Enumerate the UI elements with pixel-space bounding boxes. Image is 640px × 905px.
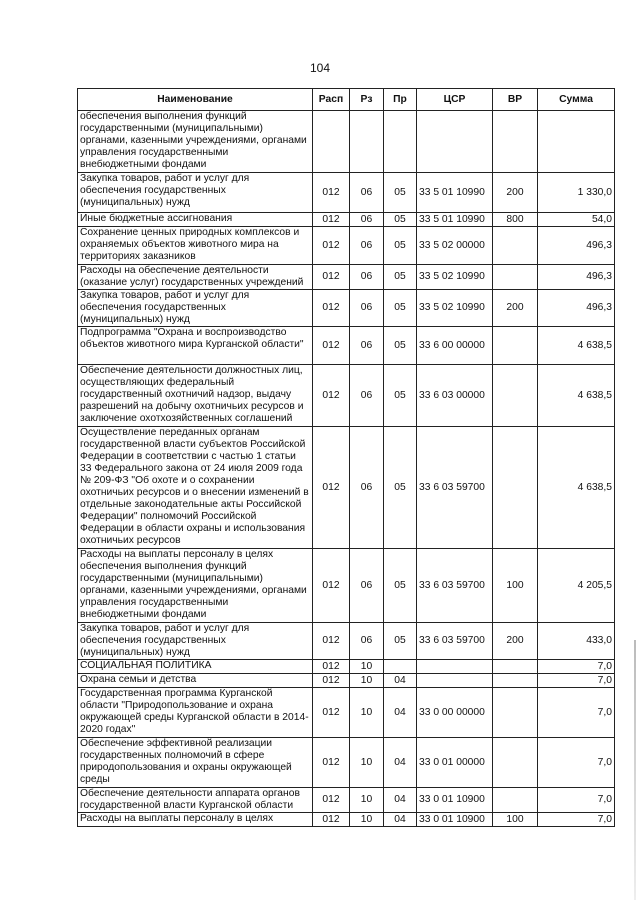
table-header-row — [78, 89, 615, 111]
cell-pr — [384, 660, 417, 674]
cell-csr — [417, 660, 493, 674]
cell-sum: 4 638,5 — [538, 365, 615, 427]
cell-rasp: 012 — [313, 327, 350, 365]
cell-csr: 33 0 01 10900 — [417, 788, 493, 813]
table-row — [78, 738, 615, 788]
cell-pr: 04 — [384, 738, 417, 788]
cell-name: СОЦИАЛЬНАЯ ПОЛИТИКА — [78, 660, 313, 674]
table-row — [78, 365, 615, 427]
cell-sum: 1 330,0 — [538, 173, 615, 213]
cell-name: Обеспечение деятельности аппарата органов государственной власти Курганской области — [78, 788, 313, 813]
cell-rz: 06 — [350, 265, 384, 290]
cell-rz: 06 — [350, 227, 384, 265]
cell-sum: 496,3 — [538, 265, 615, 290]
cell-rz: 06 — [350, 173, 384, 213]
cell-rz: 06 — [350, 213, 384, 227]
cell-sum: 7,0 — [538, 788, 615, 813]
cell-vr: 200 — [493, 173, 538, 213]
cell-name: Подпрограмма "Охрана и воспроизводство объектов животного мира Курганской области" — [78, 327, 313, 365]
cell-rasp: 012 — [313, 173, 350, 213]
cell-vr — [493, 788, 538, 813]
cell-pr: 05 — [384, 623, 417, 660]
scan-edge-shadow — [634, 640, 636, 900]
cell-pr: 04 — [384, 688, 417, 738]
cell-csr — [417, 111, 493, 173]
cell-csr: 33 6 03 59700 — [417, 549, 493, 623]
table-row — [78, 265, 615, 290]
cell-rasp: 012 — [313, 660, 350, 674]
table-row — [78, 327, 615, 365]
cell-sum: 4 205,5 — [538, 549, 615, 623]
cell-vr — [493, 111, 538, 173]
cell-sum: 7,0 — [538, 660, 615, 674]
cell-name: Иные бюджетные ассигнования — [78, 213, 313, 227]
cell-vr: 200 — [493, 623, 538, 660]
cell-vr — [493, 327, 538, 365]
cell-pr: 05 — [384, 427, 417, 549]
table-row — [78, 813, 615, 827]
cell-csr: 33 5 02 10990 — [417, 265, 493, 290]
cell-pr: 05 — [384, 549, 417, 623]
cell-vr — [493, 738, 538, 788]
cell-csr: 33 6 03 00000 — [417, 365, 493, 427]
cell-rasp: 012 — [313, 213, 350, 227]
table-row — [78, 227, 615, 265]
cell-vr: 100 — [493, 549, 538, 623]
col-header-rasp: Расп — [313, 89, 350, 111]
cell-csr: 33 5 02 00000 — [417, 227, 493, 265]
cell-vr — [493, 688, 538, 738]
cell-sum: 7,0 — [538, 688, 615, 738]
cell-csr: 33 5 01 10990 — [417, 213, 493, 227]
cell-sum: 4 638,5 — [538, 427, 615, 549]
cell-rz: 06 — [350, 290, 384, 327]
cell-rz: 10 — [350, 674, 384, 688]
cell-vr — [493, 227, 538, 265]
cell-pr: 04 — [384, 788, 417, 813]
cell-rz: 10 — [350, 788, 384, 813]
cell-vr — [493, 660, 538, 674]
cell-rasp: 012 — [313, 427, 350, 549]
cell-pr: 05 — [384, 290, 417, 327]
table-row — [78, 111, 615, 173]
cell-pr: 05 — [384, 327, 417, 365]
cell-rz: 06 — [350, 623, 384, 660]
cell-pr: 05 — [384, 173, 417, 213]
cell-vr: 100 — [493, 813, 538, 827]
cell-name: Обеспечение деятельности должностных лиц, осуществляющих федеральный государственный охотничий надзор, выдачу разрешений на добычу охотничьих ресурсов и заключение охотхозяйственных соглашений — [78, 365, 313, 427]
cell-pr — [384, 111, 417, 173]
page-number: 104 — [309, 61, 331, 75]
col-header-sum: Сумма — [538, 89, 615, 111]
col-header-name: Наименование — [78, 89, 313, 111]
cell-rz: 06 — [350, 365, 384, 427]
cell-rasp: 012 — [313, 738, 350, 788]
cell-rasp: 012 — [313, 365, 350, 427]
cell-pr: 05 — [384, 365, 417, 427]
cell-rasp: 012 — [313, 549, 350, 623]
cell-sum: 433,0 — [538, 623, 615, 660]
cell-rz: 10 — [350, 688, 384, 738]
cell-sum: 496,3 — [538, 290, 615, 327]
cell-name: Охрана семьи и детства — [78, 674, 313, 688]
cell-csr: 33 5 01 10990 — [417, 173, 493, 213]
cell-pr: 05 — [384, 213, 417, 227]
cell-csr: 33 0 00 00000 — [417, 688, 493, 738]
cell-rz: 10 — [350, 813, 384, 827]
cell-rz: 06 — [350, 549, 384, 623]
budget-table — [77, 88, 615, 827]
cell-rasp: 012 — [313, 674, 350, 688]
cell-name: Закупка товаров, работ и услуг для обеспечения государственных (муниципальных) нужд — [78, 173, 313, 213]
cell-csr — [417, 674, 493, 688]
cell-rz: 06 — [350, 427, 384, 549]
cell-rasp: 012 — [313, 813, 350, 827]
cell-name: обеспечения выполнения функций государственными (муниципальными) органами, казенными учреждениями, органами управления государственными внебюджетными фондами — [78, 111, 313, 173]
cell-sum: 7,0 — [538, 813, 615, 827]
cell-csr: 33 6 03 59700 — [417, 623, 493, 660]
cell-sum: 7,0 — [538, 738, 615, 788]
cell-pr: 05 — [384, 265, 417, 290]
cell-csr: 33 5 02 10990 — [417, 290, 493, 327]
cell-rasp: 012 — [313, 265, 350, 290]
cell-rz: 10 — [350, 660, 384, 674]
cell-vr — [493, 365, 538, 427]
cell-pr: 05 — [384, 227, 417, 265]
cell-csr: 33 0 01 10900 — [417, 813, 493, 827]
cell-name: Расходы на выплаты персоналу в целях — [78, 813, 313, 827]
cell-name: Государственная программа Курганской области "Природопользование и охрана окружающей среды Курганской области в 2014-2020 годах" — [78, 688, 313, 738]
cell-pr: 04 — [384, 674, 417, 688]
cell-sum: 496,3 — [538, 227, 615, 265]
cell-rasp: 012 — [313, 788, 350, 813]
cell-rasp — [313, 111, 350, 173]
cell-name: Расходы на выплаты персоналу в целях обеспечения выполнения функций государственными (муниципальными) органами, казенными учреждениями, органами управления государственными внебюджетными фондами — [78, 549, 313, 623]
table-row — [78, 549, 615, 623]
cell-vr: 800 — [493, 213, 538, 227]
cell-rasp: 012 — [313, 623, 350, 660]
cell-name: Обеспечение эффективной реализации государственных полномочий в сфере природопользования и охраны окружающей среды — [78, 738, 313, 788]
table-row — [78, 688, 615, 738]
cell-csr: 33 0 01 00000 — [417, 738, 493, 788]
cell-rasp: 012 — [313, 290, 350, 327]
cell-rz: 06 — [350, 327, 384, 365]
cell-csr: 33 6 03 59700 — [417, 427, 493, 549]
cell-sum: 4 638,5 — [538, 327, 615, 365]
cell-name: Осуществление переданных органам государственной власти субъектов Российской Федерации в соответствии с частью 1 статьи 33 Федерального закона от 24 июля 2009 года № 209-ФЗ "Об охоте и о сохранении охотничьих ресурсов и о внесении изменений в отдельные законодательные акты Российской Федерации" полномочий Российской Федерации в области охраны и использования охотничьих ресурсов — [78, 427, 313, 549]
col-header-vr: ВР — [493, 89, 538, 111]
cell-vr — [493, 674, 538, 688]
table-row — [78, 173, 615, 213]
cell-vr — [493, 427, 538, 549]
cell-sum: 7,0 — [538, 674, 615, 688]
table-row — [78, 213, 615, 227]
cell-name: Закупка товаров, работ и услуг для обеспечения государственных (муниципальных) нужд — [78, 623, 313, 660]
cell-sum — [538, 111, 615, 173]
cell-vr: 200 — [493, 290, 538, 327]
cell-csr: 33 6 00 00000 — [417, 327, 493, 365]
col-header-pr: Пр — [384, 89, 417, 111]
table-row — [78, 674, 615, 688]
cell-sum: 54,0 — [538, 213, 615, 227]
cell-name: Расходы на обеспечение деятельности (оказание услуг) государственных учреждений — [78, 265, 313, 290]
col-header-rz: Рз — [350, 89, 384, 111]
table-row — [78, 290, 615, 327]
cell-rz — [350, 111, 384, 173]
cell-rz: 10 — [350, 738, 384, 788]
col-header-csr: ЦСР — [417, 89, 493, 111]
table-row — [78, 427, 615, 549]
table-row — [78, 788, 615, 813]
cell-rasp: 012 — [313, 227, 350, 265]
cell-name: Сохранение ценных природных комплексов и охраняемых объектов животного мира на территориях заказников — [78, 227, 313, 265]
cell-name: Закупка товаров, работ и услуг для обеспечения государственных (муниципальных) нужд — [78, 290, 313, 327]
cell-rasp: 012 — [313, 688, 350, 738]
table-row — [78, 623, 615, 660]
table-row — [78, 660, 615, 674]
cell-pr: 04 — [384, 813, 417, 827]
cell-vr — [493, 265, 538, 290]
